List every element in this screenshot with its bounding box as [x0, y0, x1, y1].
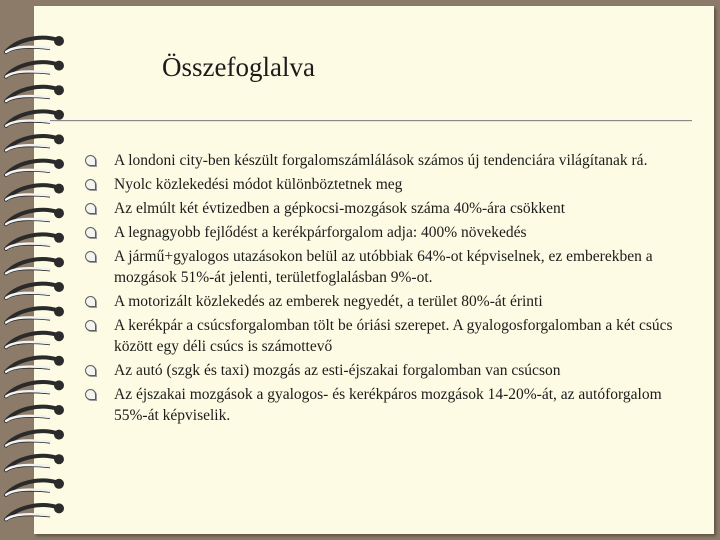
binding-ring [6, 380, 64, 398]
list-item [83, 198, 693, 219]
binding-ring [6, 405, 64, 423]
list-item [83, 315, 693, 357]
bullet-text: Az elmúlt két évtizedben a gépkocsi-mozgások száma 40%-ára csökkent [114, 200, 566, 217]
binding-ring [6, 454, 64, 472]
title-divider-shadow [50, 121, 692, 122]
bullet-text: A jármű+gyalogos utazásokon belül az utóbbiak 64%-ot képviselnek, ez emberekben a mozgások 51%-át jelenti, területfoglalásban 9%-ot. [114, 248, 653, 286]
binding-ring [6, 356, 64, 374]
hollow-square-bullet-icon [85, 251, 96, 262]
bullet-text: A legnagyobb fejlődést a kerékpárforgalom adja: 400% növekedés [114, 224, 527, 241]
hollow-square-bullet-icon [85, 296, 96, 307]
hollow-square-bullet-icon [85, 320, 96, 331]
binding-ring [6, 282, 64, 300]
binding-ring [6, 331, 64, 349]
binding-ring [6, 36, 64, 54]
hollow-square-bullet-icon [85, 203, 96, 214]
binding-ring [6, 233, 64, 251]
list-item [83, 222, 693, 243]
bullet-text: Nyolc közlekedési módot különböztetnek meg [114, 176, 403, 193]
bullet-text: A londoni city-ben készült forgalomszámlálások számos új tendenciára világítanak rá. [114, 152, 648, 169]
hollow-square-bullet-icon [85, 227, 96, 238]
binding-ring [6, 85, 64, 103]
hollow-square-bullet-icon [85, 155, 96, 166]
bullet-text: A kerékpár a csúcsforgalomban tölt be óriási szerepet. A gyalogosforgalomban a két csúcs között egy déli csúcs is számottevő [114, 317, 673, 355]
spiral-binding [0, 0, 80, 540]
binding-ring [6, 257, 64, 275]
binding-ring [6, 430, 64, 448]
hollow-square-bullet-icon [85, 365, 96, 376]
hollow-square-bullet-icon [85, 389, 96, 400]
list-item [83, 150, 693, 171]
bullet-text: Az autó (szgk és taxi) mozgás az esti-éjszakai forgalomban van csúcson [114, 362, 561, 379]
list-item [83, 360, 693, 381]
list-item [83, 291, 693, 312]
bullet-text: Az éjszakai mozgások a gyalogos- és kerékpáros mozgások 14-20%-át, az autóforgalom 55%-át képviselik. [114, 386, 662, 424]
page-title: Összefoglalva [162, 52, 315, 82]
hollow-square-bullet-icon [85, 179, 96, 190]
binding-ring [6, 208, 64, 226]
list-item [83, 384, 693, 426]
list-item [83, 246, 693, 288]
binding-ring [6, 184, 64, 202]
binding-ring [6, 503, 64, 521]
binding-ring [6, 479, 64, 497]
bullet-list [83, 150, 693, 429]
binding-ring [6, 307, 64, 325]
binding-ring [6, 110, 64, 128]
binding-ring [6, 159, 64, 177]
binding-ring [6, 134, 64, 152]
bullet-text: A motorizált közlekedés az emberek negyedét, a terület 80%-át érinti [114, 293, 543, 310]
list-item [83, 174, 693, 195]
binding-ring [6, 61, 64, 79]
